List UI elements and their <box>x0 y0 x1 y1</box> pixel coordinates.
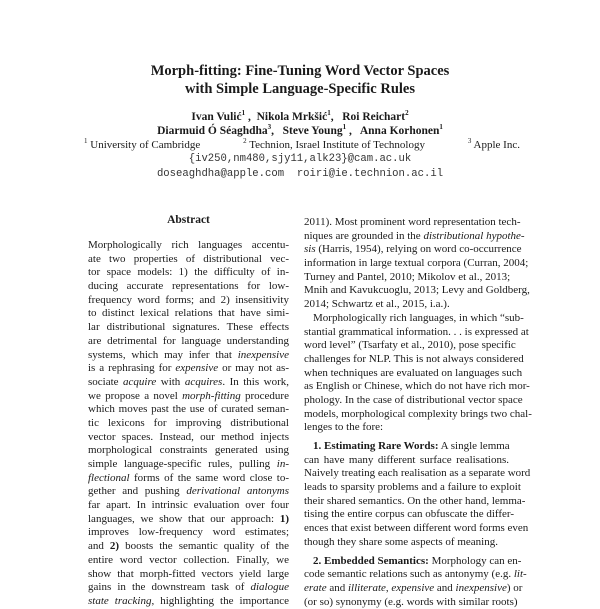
text-line <box>304 554 522 569</box>
text-line <box>88 554 289 568</box>
italic-text: expensive <box>391 581 435 594</box>
author-affiliation-mark: 1 <box>241 109 246 117</box>
italic-text: morph-fitting <box>182 389 241 402</box>
text-segment: lar distributional signatures. These effects <box>88 321 289 334</box>
italic-text: illiterate <box>348 581 386 594</box>
text-segment: forms of the same word close to- <box>129 471 289 484</box>
author-affiliation-mark: 2 <box>405 109 409 117</box>
italic-text: derivational antonyms <box>186 485 290 498</box>
text-line <box>88 335 289 349</box>
affiliation-mark: 1 <box>84 137 88 145</box>
text-line <box>304 366 523 381</box>
text-line <box>304 421 509 435</box>
text-segment: though they share some aspects of meaning. <box>304 535 498 548</box>
text-segment: simple language-specific rules, pulling <box>88 458 277 470</box>
text-segment: ) or <box>506 581 523 594</box>
email-line-1: {iv250,nm480,sjy11,alk23}@cam.ac.uk <box>188 153 412 165</box>
email: doseaghdha@apple.com <box>156 168 285 180</box>
text-segment: when techniques are evaluated on languages such <box>304 366 523 379</box>
text-line <box>304 257 529 271</box>
affiliations <box>84 139 520 151</box>
text-line <box>88 294 289 308</box>
text-segment: which moves past the use of curated seman- <box>88 403 289 416</box>
italic-text: flectional <box>88 471 130 484</box>
text-segment: , highlighting the importance <box>151 594 289 607</box>
text-segment: (Harris, 1954), relying on word co-occurrence <box>315 243 522 256</box>
italic-text: inexpensive <box>237 348 289 361</box>
text-line <box>304 508 515 522</box>
text-segment: Morphology can en- <box>428 554 522 567</box>
text-line <box>88 307 289 321</box>
text-line <box>304 595 518 609</box>
affiliation <box>468 139 520 151</box>
text-segment: and <box>88 540 110 553</box>
introduction-body <box>304 216 532 609</box>
text-segment: to distinct lexical relations that have simi- <box>88 307 289 320</box>
affiliation-name: Apple Inc. <box>473 139 520 151</box>
email-line-2 <box>0 168 600 180</box>
italic-text: lit- <box>513 568 527 581</box>
text-segment: far apart. In intrinsic evaluation over four <box>88 499 289 512</box>
text-line <box>88 526 289 540</box>
affiliation <box>84 139 200 151</box>
bold-text: 2) <box>109 540 120 553</box>
text-line <box>304 581 523 596</box>
text-segment: is a rephrasing for <box>88 362 176 375</box>
text-line <box>304 522 529 536</box>
affiliation <box>243 139 425 151</box>
author: Steve Young <box>282 125 343 137</box>
text-line <box>88 403 289 417</box>
text-segment: ate two properties of distributional vec- <box>88 252 289 265</box>
text-line <box>304 284 530 298</box>
text-line <box>304 481 521 495</box>
text-segment: 2014; Schwartz et al., 2015, i.a.). <box>304 298 450 311</box>
text-segment: with <box>156 375 185 388</box>
text-line <box>304 298 509 312</box>
text-segment: Morphologically rich languages accentu- <box>88 239 289 251</box>
text-segment: and <box>434 581 456 594</box>
author-affiliation-mark: 1 <box>327 109 331 117</box>
text-segment: their shared semantics. On the other hand, lemma- <box>304 494 526 507</box>
text-segment: frequency word forms; and 2) insensitivity <box>88 293 289 306</box>
italic-text: dialogue <box>250 581 289 594</box>
text-line <box>304 393 523 408</box>
text-segment: 2011). Most prominent word representation tech- <box>304 216 521 228</box>
author: Diarmuid Ó Séaghdha <box>157 125 268 137</box>
text-line <box>304 380 530 394</box>
text-segment: show that morph-fitted vectors yield large <box>88 567 289 580</box>
affiliation-name: Technion, Israel Institute of Technology <box>249 139 425 151</box>
abstract-heading: Abstract <box>167 214 210 226</box>
text-line <box>88 472 289 486</box>
text-line <box>88 485 289 499</box>
paper-title-line-1: Morph-fitting: Fine-Tuning Word Vector Spaces <box>150 63 450 79</box>
text-segment: entire word vector collection. Finally, we <box>88 553 289 566</box>
text-line <box>88 349 289 363</box>
text-line <box>304 243 522 257</box>
text-segment: sociate <box>88 375 124 388</box>
text-line <box>304 536 509 550</box>
text-line <box>88 499 289 513</box>
text-segment: Turney and Pantel, 2010; Mikolov et al., 2013; <box>304 270 511 283</box>
text-line <box>88 444 289 458</box>
text-segment: Mnih and Kavukcuoglu, 2013; Levy and Goldberg, <box>304 284 530 297</box>
text-line <box>304 440 509 454</box>
text-line <box>88 321 289 335</box>
text-line <box>304 494 526 509</box>
email: roiri@ie.technion.ac.il <box>296 168 444 180</box>
text-line <box>88 581 289 595</box>
text-segment: systems, which may infer that <box>88 348 238 361</box>
text-line <box>88 253 289 267</box>
text-segment: . In this work, <box>222 375 289 388</box>
italic-text: acquires <box>184 375 223 388</box>
text-line <box>304 467 531 481</box>
author-affiliation-mark: 1 <box>439 123 443 131</box>
text-segment: tor space models: 1) the difficulty of in- <box>88 266 289 279</box>
text-segment: Morphologically rich languages, in which “sub- <box>313 311 524 324</box>
text-line <box>88 540 289 554</box>
text-segment: information in large textual corpora (Curran, 2004; <box>304 257 529 270</box>
affiliation-mark: 2 <box>243 137 247 145</box>
text-line <box>304 271 509 285</box>
text-segment: stantial grammatical information. . . is expressed at <box>304 325 529 338</box>
text-segment: are detrimental for language understanding <box>88 334 289 347</box>
text-line <box>88 239 289 253</box>
text-line <box>304 339 516 353</box>
text-line <box>88 362 289 376</box>
text-line <box>304 216 521 230</box>
text-line <box>304 229 525 244</box>
text-segment: gether and pushing <box>88 485 187 498</box>
abstract-body <box>88 239 289 609</box>
text-segment: improves low-frequency word estimates; <box>88 526 289 539</box>
text-line <box>88 376 289 390</box>
italic-text: state tracking <box>88 594 152 607</box>
text-segment: we propose a novel <box>88 389 183 402</box>
text-segment: leads to sparsity problems and a failure to exploit <box>304 481 521 494</box>
text-segment: and <box>326 581 348 594</box>
author-line-2: Diarmuid Ó Séaghdha$^3$, Steve Young$^1$ , Anna Korhonen$^1$ <box>157 123 443 137</box>
text-line <box>304 325 529 340</box>
text-line <box>88 390 289 404</box>
text-line <box>88 280 289 294</box>
text-line <box>88 458 289 472</box>
author-affiliation-mark: 3 <box>267 123 272 131</box>
text-segment: as English or Chinese, which do not have rich mor- <box>304 380 530 393</box>
paper-title-line-2: with Simple Language-Specific Rules <box>185 81 415 97</box>
text-segment: lenges to the fore: <box>304 421 384 434</box>
text-segment: word level” (Tsarfaty et al., 2010), pose specific <box>304 339 516 352</box>
text-segment: morphological constraints generated using <box>88 444 289 457</box>
text-segment: challenges for NLP. This is not always considered <box>304 352 524 365</box>
text-segment: procedure <box>240 389 289 402</box>
text-segment: ences that exist between different word forms even <box>304 522 529 535</box>
text-segment: , <box>385 581 392 594</box>
text-line <box>304 454 509 468</box>
text-line <box>88 568 289 582</box>
text-line <box>304 407 532 422</box>
text-line <box>304 311 524 326</box>
author-line-1: Ivan Vulić$^1$ , Nikola Mrkšić$^1$, Roi Reichart$^2$ <box>191 109 409 123</box>
text-line <box>88 431 289 445</box>
affiliation-mark: 3 <box>467 137 472 145</box>
text-segment: or may not as- <box>218 362 289 375</box>
text-segment: phology. In the case of distributional vector space <box>304 393 523 406</box>
bold-text: 2. Embedded Semantics: <box>313 554 429 567</box>
italic-text: expensive <box>175 362 219 375</box>
text-segment: A single lemma <box>438 440 510 452</box>
text-line <box>88 513 289 527</box>
text-segment: (or so) synonymy (e.g. words with similar roots) <box>304 595 518 608</box>
italic-text: acquire <box>123 375 157 388</box>
author: Anna Korhonen <box>359 125 440 137</box>
text-segment: boosts the semantic quality of the <box>119 540 289 553</box>
author: Roi Reichart <box>342 111 406 123</box>
italic-text: distributional hypothe- <box>423 229 525 242</box>
bold-text: 1. Estimating Rare Words: <box>313 440 439 452</box>
text-segment: Naively treating each realisation as a separate word <box>304 467 531 480</box>
italic-text: sis <box>304 243 316 256</box>
author: Nikola Mrkšić <box>256 111 328 123</box>
italic-text: in- <box>276 458 289 470</box>
text-line <box>304 352 524 367</box>
text-segment: ducing accurate representations for low- <box>88 280 289 293</box>
text-segment: can have many different surface realisations. <box>304 453 509 466</box>
text-line <box>304 568 527 582</box>
text-segment: models, morphological complexity brings two chal- <box>304 407 532 420</box>
text-segment: languages, we show that our approach: <box>88 512 280 525</box>
author: Ivan Vulić <box>191 111 242 123</box>
author-affiliation-mark: 1 <box>342 123 347 131</box>
text-segment: niques are grounded in the <box>304 229 424 242</box>
bold-text: 1) <box>279 512 289 525</box>
text-segment: vector spaces. Instead, our method injects <box>88 430 289 443</box>
text-line <box>88 595 289 609</box>
text-segment: tising the entire corpus can obfuscate the differ- <box>304 508 515 521</box>
italic-text: inexpensive <box>455 581 507 594</box>
text-line <box>88 266 289 280</box>
text-segment: gains in the downstream task of <box>88 581 251 594</box>
text-segment: code semantic relations such as antonymy (e.g. <box>304 568 514 581</box>
text-line <box>88 417 289 431</box>
italic-text: erate <box>304 581 327 594</box>
affiliation-name: University of Cambridge <box>90 139 201 151</box>
text-segment: tic lexicons for improving distributional <box>88 416 289 429</box>
